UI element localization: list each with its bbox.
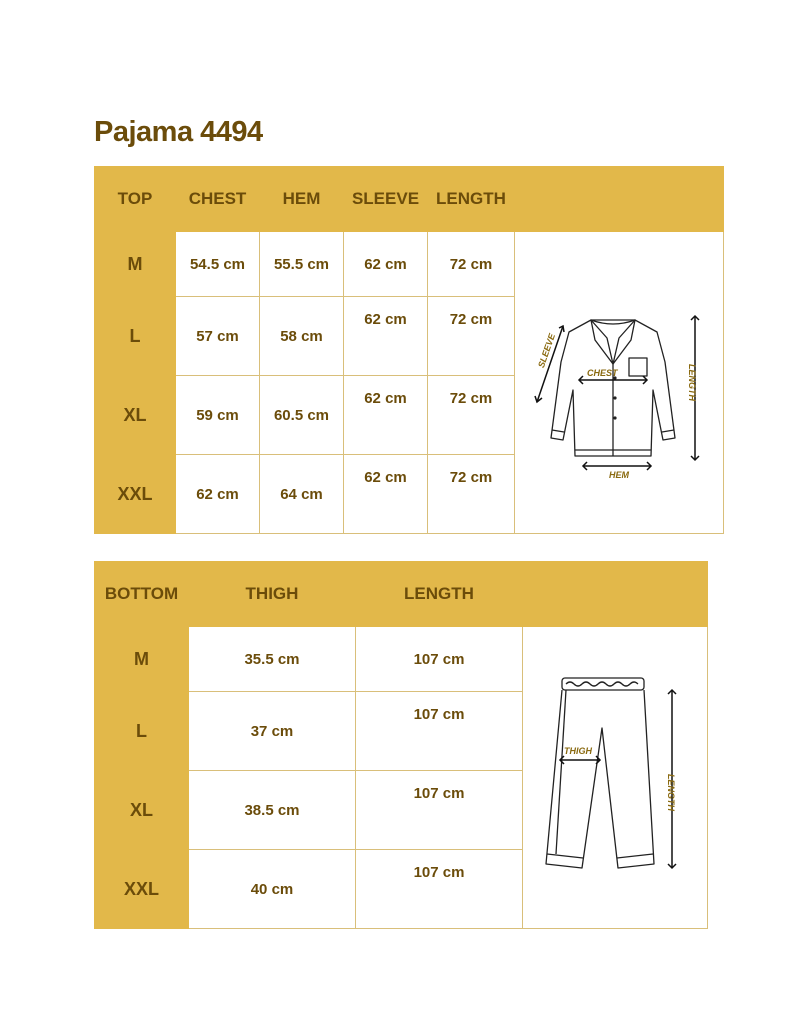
hem-value: 58 cm: [260, 297, 344, 376]
bottom-diagram-cell: [523, 627, 708, 929]
length-value: 72 cm: [428, 455, 515, 534]
top-size-table: [94, 166, 724, 534]
table-row: [95, 627, 708, 692]
header-chest: CHEST: [176, 167, 260, 232]
thigh-value: 35.5 cm: [189, 627, 356, 692]
header-length: LENGTH: [428, 167, 515, 232]
length-value: 107 cm: [356, 771, 523, 850]
size-label: XL: [95, 376, 176, 455]
sleeve-value: 62 cm: [344, 455, 428, 534]
header-hem: HEM: [260, 167, 344, 232]
sleeve-value: 62 cm: [344, 376, 428, 455]
hem-value: 60.5 cm: [260, 376, 344, 455]
header-blank: [515, 167, 724, 232]
page-title: Pajama 4494: [94, 116, 263, 148]
pants-length-label: LENGTH: [666, 773, 676, 811]
size-label: XXL: [95, 455, 176, 534]
size-label: L: [95, 297, 176, 376]
header-sleeve: SLEEVE: [344, 167, 428, 232]
chest-value: 59 cm: [176, 376, 260, 455]
sleeve-value: 62 cm: [344, 297, 428, 376]
chest-label: CHEST: [587, 367, 618, 378]
header-bottom: BOTTOM: [95, 562, 189, 627]
header-thigh: THIGH: [189, 562, 356, 627]
hem-value: 55.5 cm: [260, 232, 344, 297]
size-label: M: [95, 232, 176, 297]
length-value: 107 cm: [356, 627, 523, 692]
thigh-label: THIGH: [564, 745, 592, 756]
length-value: 72 cm: [428, 232, 515, 297]
chest-value: 57 cm: [176, 297, 260, 376]
sleeve-label: SLEEVE: [536, 331, 558, 369]
length-value: 72 cm: [428, 297, 515, 376]
chest-value: 62 cm: [176, 455, 260, 534]
shirt-diagram: [529, 298, 709, 480]
size-label: XXL: [95, 850, 189, 929]
size-label: M: [95, 627, 189, 692]
size-label: L: [95, 692, 189, 771]
hem-value: 64 cm: [260, 455, 344, 534]
length-label: LENGTH: [687, 363, 697, 401]
pants-diagram: [540, 668, 690, 888]
thigh-value: 38.5 cm: [189, 771, 356, 850]
length-value: 107 cm: [356, 850, 523, 929]
header-length: LENGTH: [356, 562, 523, 627]
top-diagram-cell: [515, 232, 724, 534]
chest-value: 54.5 cm: [176, 232, 260, 297]
thigh-value: 37 cm: [189, 692, 356, 771]
sleeve-value: 62 cm: [344, 232, 428, 297]
length-value: 107 cm: [356, 692, 523, 771]
table-header-row: [95, 562, 708, 627]
length-value: 72 cm: [428, 376, 515, 455]
bottom-size-table: [94, 561, 708, 929]
table-row: [95, 232, 724, 297]
header-blank: [523, 562, 708, 627]
table-header-row: [95, 167, 724, 232]
thigh-value: 40 cm: [189, 850, 356, 929]
hem-label: HEM: [609, 469, 629, 480]
header-top: TOP: [95, 167, 176, 232]
size-label: XL: [95, 771, 189, 850]
